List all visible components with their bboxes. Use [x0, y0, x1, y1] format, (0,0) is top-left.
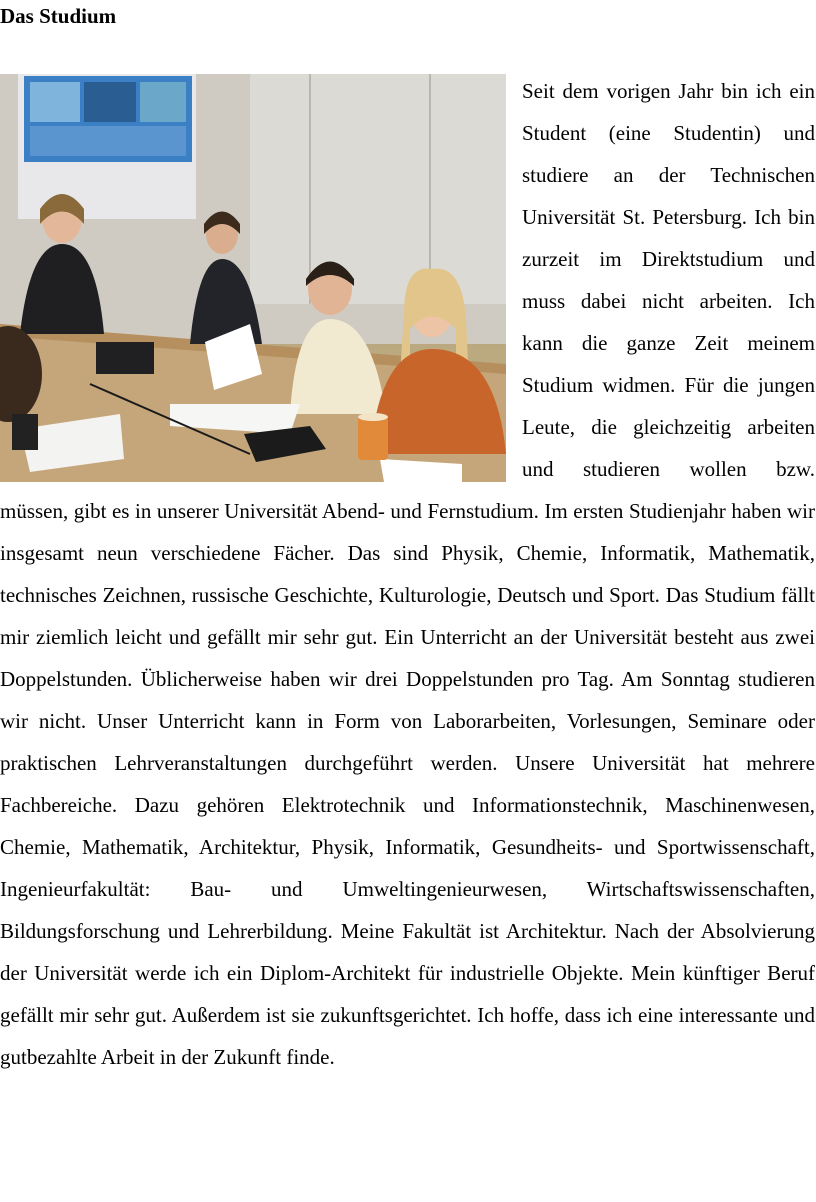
whiteboard-wall [250, 74, 506, 304]
seminar-photo [0, 74, 506, 482]
photo-illustration [0, 74, 506, 482]
recorder [12, 414, 38, 450]
page-title: Das Studium [0, 4, 117, 28]
body-paragraph: Seit dem vorigen Jahr bin ich ein Student (eine Studentin) und studiere an der Technischen Universität St. Petersburg. Ich bin zurzeit im Direktstudium und muss dabei nicht arbeiten. Ich kann die ganze Zeit meinem Studium widmen. Für die jungen Leute, die gleichzeitig arbeiten und studieren wollen bzw. müssen, gibt es in unserer Universität Abend- und Fernstudium. Im ersten Studienjahr haben wir insgesamt neun verschiedene Fächer. Das sind Physik, Chemie, Informatik, Mathematik, technisches Zeichnen, russische Geschichte, Kulturologie, Deutsch und Sport. Das Studium fällt mir ziemlich leicht und gefällt mir sehr gut. Ein Unterricht an der Universität besteht aus zwei Doppelstunden. Üblicherweise haben wir drei Doppelstunden pro Tag. Am Sonntag studieren wir nicht. Unser Unterricht kann in Form von Laborarbeiten, Vorlesungen, Seminare oder praktischen Lehrveranstaltungen durchgeführt werden. Unsere Universität hat mehrere Fachbereiche. Dazu gehören Elektrotechnik und Informationstechnik, Maschinenwesen, Chemie, Mathematik, Architektur, Physik, Informatik, Gesundheits- und Sportwissenschaft, Ingenieurfakultät: Bau- und Umweltingenieurwesen, Wirtschaftswissenschaften, Bildungsforschung und Lehrerbildung. Meine Fakultät ist Architektur. Nach der Absolvierung der Universität werde ich ein Diplom-Architekt für industrielle Objekte. Mein künftiger Beruf gefällt mir sehr gut. Außerdem ist sie zukunftsgerichtet. Ich hoffe, dass ich eine interessante und gutbezahlte Arbeit in der Zukunft finde. [0, 79, 815, 1069]
coffee-cup [358, 416, 388, 460]
laptop [96, 342, 154, 374]
